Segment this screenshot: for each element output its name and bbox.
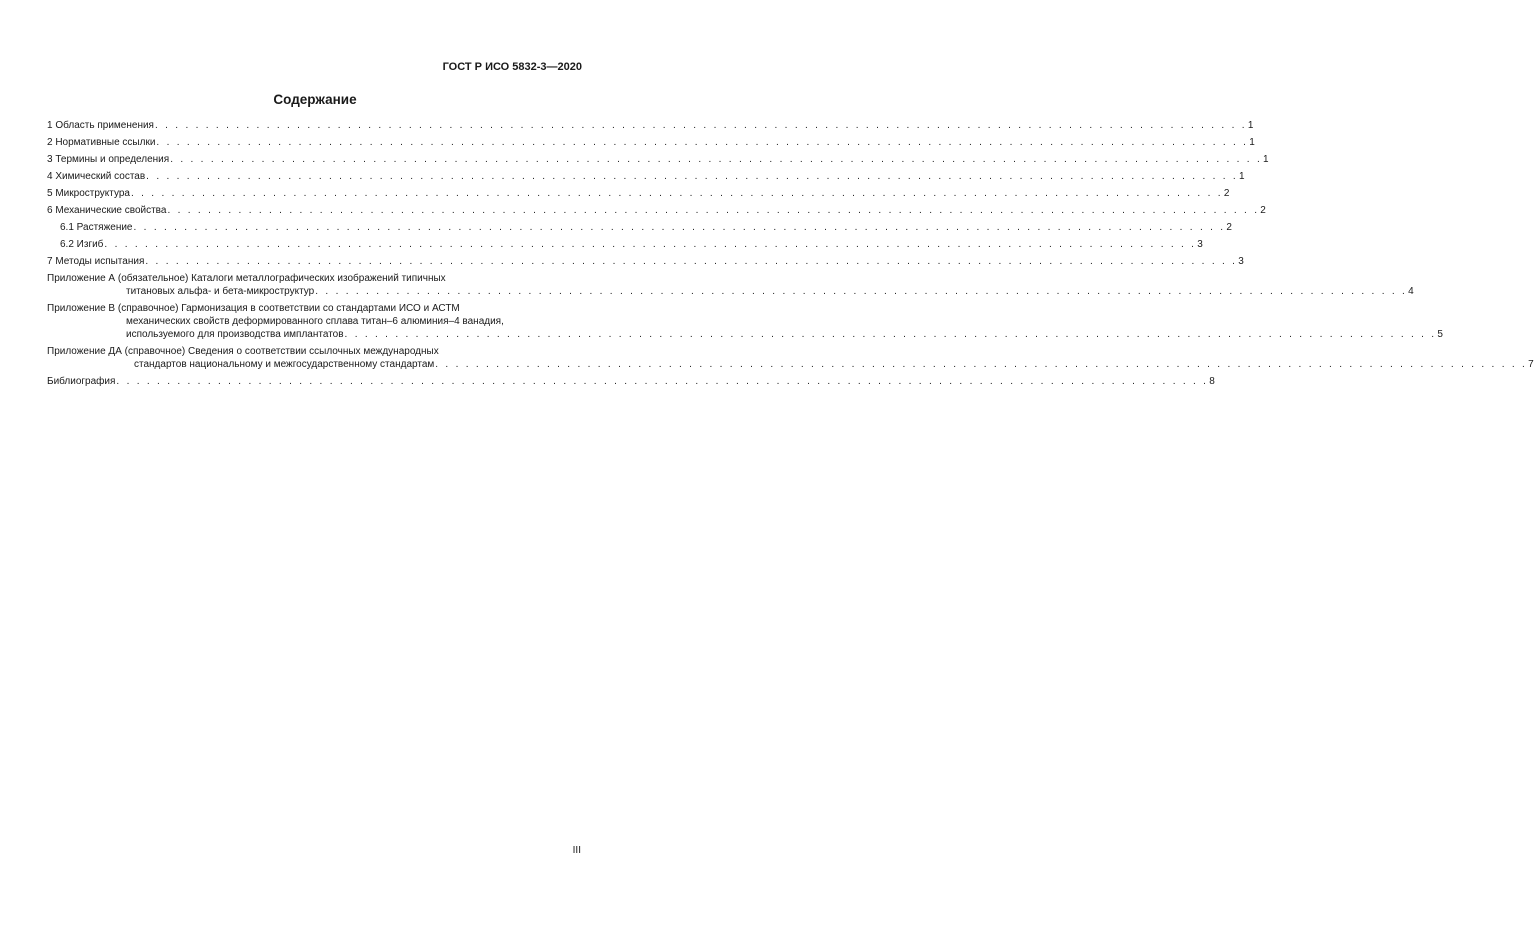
toc-entry-text: 1 Область применения [47,120,154,131]
table-of-contents [47,119,1534,392]
toc-entry-bibliography [47,375,1215,388]
toc-title: Содержание [273,92,357,107]
dot-leader: . . . . . . . . . . . . . . . . . . . . . . . . . . . . . . . . . . . . . . . . . . . . . . . . . . . . . . . . . . . . . . . . . . . . . . . . . . . . . . . . . . . . . . . . . . . . . . . . . . . . . . . . . . . . [130,188,1223,199]
toc-entry-mechanical-properties [47,204,1266,217]
toc-entry-tension [47,221,1232,234]
toc-entry-text: Приложение А (обязательное) Каталоги металлографических изображений типичных [47,273,446,284]
toc-entry-annex-a [47,272,1414,298]
page-number: III [572,845,581,856]
dot-leader: . . . . . . . . . . . . . . . . . . . . . . . . . . . . . . . . . . . . . . . . . . . . . . . . . . . . . . . . . . . . . . . . . . . . . . . . . . . . . . . . . . . . . . . . . . . . . . . . . . . . . . . . . . . . [344,329,1437,340]
toc-page-number: 7 [1528,359,1534,370]
toc-entry-microstructure [47,187,1230,200]
toc-page-number: 1 [1249,137,1255,148]
toc-entry-scope [47,119,1254,132]
toc-entry-text: 7 Методы испытания [47,256,145,267]
toc-page-number: 2 [1226,222,1232,233]
toc-entry-annex-da [47,345,1534,371]
toc-entry-bending [47,238,1203,251]
toc-page-number: 1 [1247,120,1254,131]
toc-entry-text: Приложение ДА (справочное) Сведения о соответствии ссылочных международных [47,346,439,357]
toc-page-number: 5 [1437,329,1443,340]
toc-entry-text-continued: титановых альфа- и бета-микроструктур [126,286,315,297]
toc-entry-normative-references [47,136,1255,149]
dot-leader: . . . . . . . . . . . . . . . . . . . . . . . . . . . . . . . . . . . . . . . . . . . . . . . . . . . . . . . . . . . . . . . . . . . . . . . . . . . . . . . . . . . . . . . . . . . . . . . . . . . . . . . . . . . . [133,222,1226,233]
toc-entry-test-methods [47,255,1244,268]
dot-leader: . . . . . . . . . . . . . . . . . . . . . . . . . . . . . . . . . . . . . . . . . . . . . . . . . . . . . . . . . . . . . . . . . . . . . . . . . . . . . . . . . . . . . . . . . . . . . . . . . . . . . . . . . . . . [146,171,1239,182]
toc-page-number: 1 [1239,171,1245,182]
dot-leader: . . . . . . . . . . . . . . . . . . . . . . . . . . . . . . . . . . . . . . . . . . . . . . . . . . . . . . . . . . . . . . . . . . . . . . . . . . . . . . . . . . . . . . . . . . . . . . . . . . . . . . . . . . . . [116,376,1209,387]
toc-entry-text-continued: используемого для производства имплантатов [126,329,344,340]
doc-code: ГОСТ Р ИСО 5832-3—2020 [442,61,582,73]
toc-entry-text-continued: стандартов национальному и межгосударственному стандартам [134,359,435,370]
toc-entry-annex-b [47,302,1443,341]
toc-page-number: 3 [1238,256,1244,267]
dot-leader: . . . . . . . . . . . . . . . . . . . . . . . . . . . . . . . . . . . . . . . . . . . . . . . . . . . . . . . . . . . . . . . . . . . . . . . . . . . . . . . . . . . . . . . . . . . . . . . . . . . . . . . . . . . . [435,359,1528,370]
toc-entry-text: 3 Термины и определения [47,154,170,165]
dot-leader: . . . . . . . . . . . . . . . . . . . . . . . . . . . . . . . . . . . . . . . . . . . . . . . . . . . . . . . . . . . . . . . . . . . . . . . . . . . . . . . . . . . . . . . . . . . . . . . . . . . . . . . . . . . . [170,154,1263,165]
toc-entry-text: Приложение В (справочное) Гармонизация в соответствии со стандартами ИСО и АСТМ [47,303,460,314]
toc-page-number: 1 [1263,154,1269,165]
toc-page-number: 2 [1260,205,1266,216]
toc-page-number: 4 [1408,286,1414,297]
toc-entry-chemical-composition [47,170,1245,183]
toc-entry-text: 6 Механические свойства [47,205,167,216]
toc-page-number: 8 [1209,376,1215,387]
toc-entry-text-continued: механических свойств деформированного сплава титан–6 алюминия–4 ванадия, [126,316,504,327]
dot-leader: . . . . . . . . . . . . . . . . . . . . . . . . . . . . . . . . . . . . . . . . . . . . . . . . . . . . . . . . . . . . . . . . . . . . . . . . . . . . . . . . . . . . . . . . . . . . . . . . . . . . . . . . . . . . [154,120,1247,131]
dot-leader: . . . . . . . . . . . . . . . . . . . . . . . . . . . . . . . . . . . . . . . . . . . . . . . . . . . . . . . . . . . . . . . . . . . . . . . . . . . . . . . . . . . . . . . . . . . . . . . . . . . . . . . . . . . . [145,256,1238,267]
toc-entry-text: 6.2 Изгиб [60,239,104,250]
toc-entry-text: 4 Химический состав [47,171,146,182]
toc-entry-text: 5 Микроструктура [47,188,130,199]
dot-leader: . . . . . . . . . . . . . . . . . . . . . . . . . . . . . . . . . . . . . . . . . . . . . . . . . . . . . . . . . . . . . . . . . . . . . . . . . . . . . . . . . . . . . . . . . . . . . . . . . . . . . . . . . . . . [315,286,1408,297]
dot-leader: . . . . . . . . . . . . . . . . . . . . . . . . . . . . . . . . . . . . . . . . . . . . . . . . . . . . . . . . . . . . . . . . . . . . . . . . . . . . . . . . . . . . . . . . . . . . . . . . . . . . . . . . . . . . [156,137,1249,148]
toc-page-number: 2 [1223,188,1230,199]
toc-entry-text: Библиография [47,376,116,387]
toc-entry-text: 6.1 Растяжение [60,222,133,233]
dot-leader: . . . . . . . . . . . . . . . . . . . . . . . . . . . . . . . . . . . . . . . . . . . . . . . . . . . . . . . . . . . . . . . . . . . . . . . . . . . . . . . . . . . . . . . . . . . . . . . . . . . . . . . . . . . . [167,205,1260,216]
toc-page-number: 3 [1197,239,1203,250]
toc-entry-terms [47,153,1269,166]
toc-entry-text: 2 Нормативные ссылки [47,137,156,148]
dot-leader: . . . . . . . . . . . . . . . . . . . . . . . . . . . . . . . . . . . . . . . . . . . . . . . . . . . . . . . . . . . . . . . . . . . . . . . . . . . . . . . . . . . . . . . . . . . . . . . . . . . . . . . . . . . . [104,239,1197,250]
